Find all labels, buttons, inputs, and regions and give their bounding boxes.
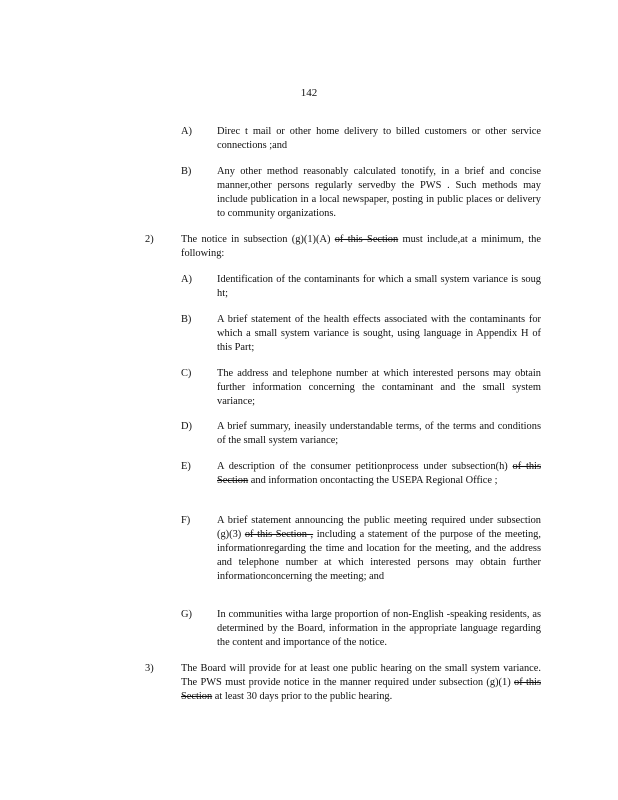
text-part: The Board will provide for at least one public hearing on the small system variance. The PWS must provide notice in the manner required under subsection (g)(1) xyxy=(181,663,541,688)
text-part: and information oncontacting the USEPA Regional Office ; xyxy=(248,475,498,486)
item-label: D) xyxy=(181,421,192,432)
struck-text: of this Section xyxy=(217,461,541,486)
item-label: A) xyxy=(181,126,192,137)
page-number: 142 xyxy=(300,87,318,99)
item-label: G) xyxy=(181,609,192,620)
item-text: Identification of the contaminants for which a small system variance is soug ht; xyxy=(217,274,541,299)
text-part: must include,at a minimum, the following: xyxy=(181,234,541,259)
item-label: E) xyxy=(181,461,191,472)
item-label: A) xyxy=(181,274,192,285)
item-text: A brief summary, ineasily understandable terms, of the terms and conditions of the small system variance; xyxy=(217,421,541,446)
struck-text: of this Section xyxy=(334,234,399,245)
item-text: In communities witha large proportion of non-English -speaking residents, as determined by the Board, information in the appropriate language regarding the content and importance of the notice. xyxy=(217,609,541,648)
item-text: The address and telephone number at which interested persons may obtain further information concerning the contaminant and the small system variance; xyxy=(217,368,541,407)
text-part: A brief statement announcing the public meeting required under subsection (g)(3) xyxy=(217,515,541,540)
item-label: B) xyxy=(181,166,192,177)
item-text xyxy=(217,514,541,584)
item-label: C) xyxy=(181,368,192,379)
text-part: including a statement of the purpose of the meeting, informationregarding the time and location for the meeting, and the address and telephone number at which interested persons may obtain further informationconcerning the meeting; and xyxy=(217,529,541,582)
item-text xyxy=(217,460,541,488)
item-text xyxy=(181,233,541,261)
item-label: B) xyxy=(181,314,192,325)
text-part: at least 30 days prior to the public hearing. xyxy=(212,691,393,702)
struck-text: of this Section , xyxy=(244,529,314,540)
item-label: F) xyxy=(181,515,191,526)
item-label: 2) xyxy=(145,234,154,245)
item-text xyxy=(181,662,541,704)
struck-text: of this Section xyxy=(181,677,541,702)
item-text: Any other method reasonably calculated tonotify, in a brief and concise manner,other persons regularly servedby the PWS . Such methods may include publication in a local newspaper, posting in public places or delivery to community organizations. xyxy=(217,166,541,219)
item-label: 3) xyxy=(145,663,154,674)
item-text: Direc t mail or other home delivery to billed customers or other service connections ;and xyxy=(217,126,541,151)
text-part: A description of the consumer petitionprocess under subsection(h) xyxy=(217,461,513,472)
item-text: A brief statement of the health effects associated with the contaminants for which a small system variance is sought, using language in Appendix H of this Part; xyxy=(217,314,541,353)
text-part: The notice in subsection (g)(1)(A) xyxy=(181,234,335,245)
